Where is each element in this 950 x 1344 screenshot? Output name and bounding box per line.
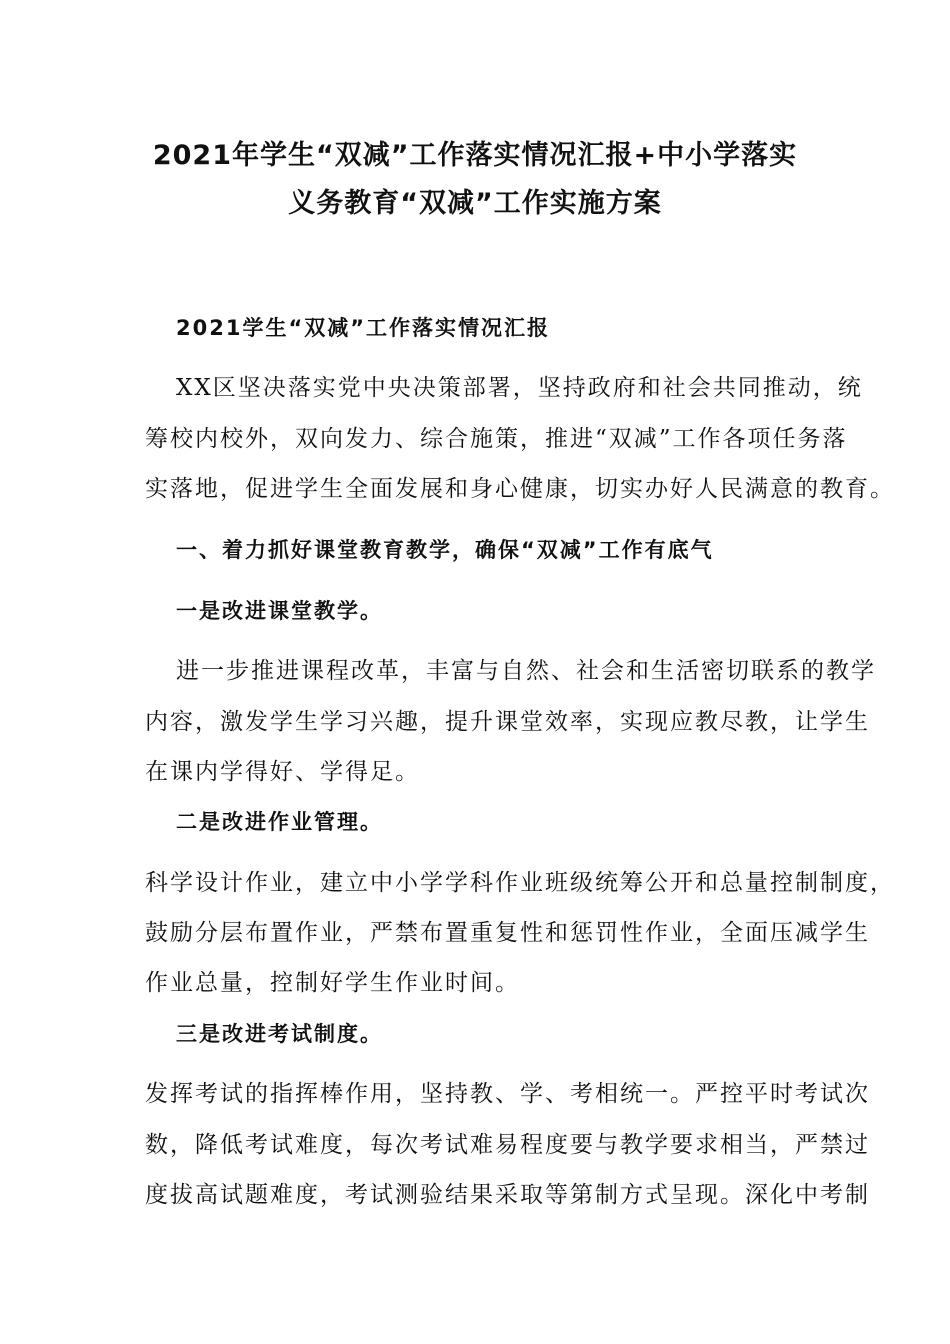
intro-line-2: 筹校内校外，双向发力、综合施策，推进“双减”工作各项任务落 bbox=[145, 426, 848, 452]
intro-line-1: XX区坚决落实党中央决策部署，坚持政府和社会共同推动，统 bbox=[176, 375, 863, 401]
item-1-line-2: 内容，激发学生学习兴趣，提升课堂效率，实现应教尽教，让学生 bbox=[145, 709, 870, 735]
item-heading-2: 二是改进作业管理。 bbox=[176, 810, 383, 834]
item-1-line-3: 在课内学得好、学得足。 bbox=[145, 759, 420, 785]
section-heading: 一、着力抓好课堂教育教学，确保“双减”工作有底气 bbox=[176, 538, 714, 562]
report-subtitle: 2021学生“双减”工作落实情况汇报 bbox=[176, 316, 551, 340]
intro-line-3: 实落地，促进学生全面发展和身心健康，切实办好人民满意的教育。 bbox=[145, 476, 895, 502]
item-2-line-3: 作业总量，控制好学生作业时间。 bbox=[145, 970, 520, 996]
title-line-2: 义务教育“双减”工作实施方案 bbox=[288, 188, 662, 219]
item-3-line-1: 发挥考试的指挥棒作用，坚持教、学、考相统一。严控平时考试次 bbox=[145, 1081, 870, 1107]
item-heading-1: 一是改进课堂教学。 bbox=[176, 599, 383, 623]
item-heading-3: 三是改进考试制度。 bbox=[176, 1022, 383, 1046]
item-3-line-2: 数，降低考试难度，每次考试难易程度要与教学要求相当，严禁过 bbox=[145, 1132, 870, 1158]
item-1-line-1: 进一步推进课程改革，丰富与自然、社会和生活密切联系的教学 bbox=[176, 658, 876, 684]
item-3-line-3: 度拔高试题难度，考试测验结果采取等第制方式呈现。深化中考制 bbox=[145, 1182, 870, 1208]
item-2-line-1: 科学设计作业，建立中小学学科作业班级统筹公开和总量控制制度， bbox=[145, 870, 895, 896]
item-2-line-2: 鼓励分层布置作业，严禁布置重复性和惩罚性作业，全面压减学生 bbox=[145, 920, 870, 946]
document-title bbox=[120, 132, 830, 228]
title-line-1: 2021年学生“双减”工作落实情况汇报+中小学落实 bbox=[152, 140, 798, 171]
